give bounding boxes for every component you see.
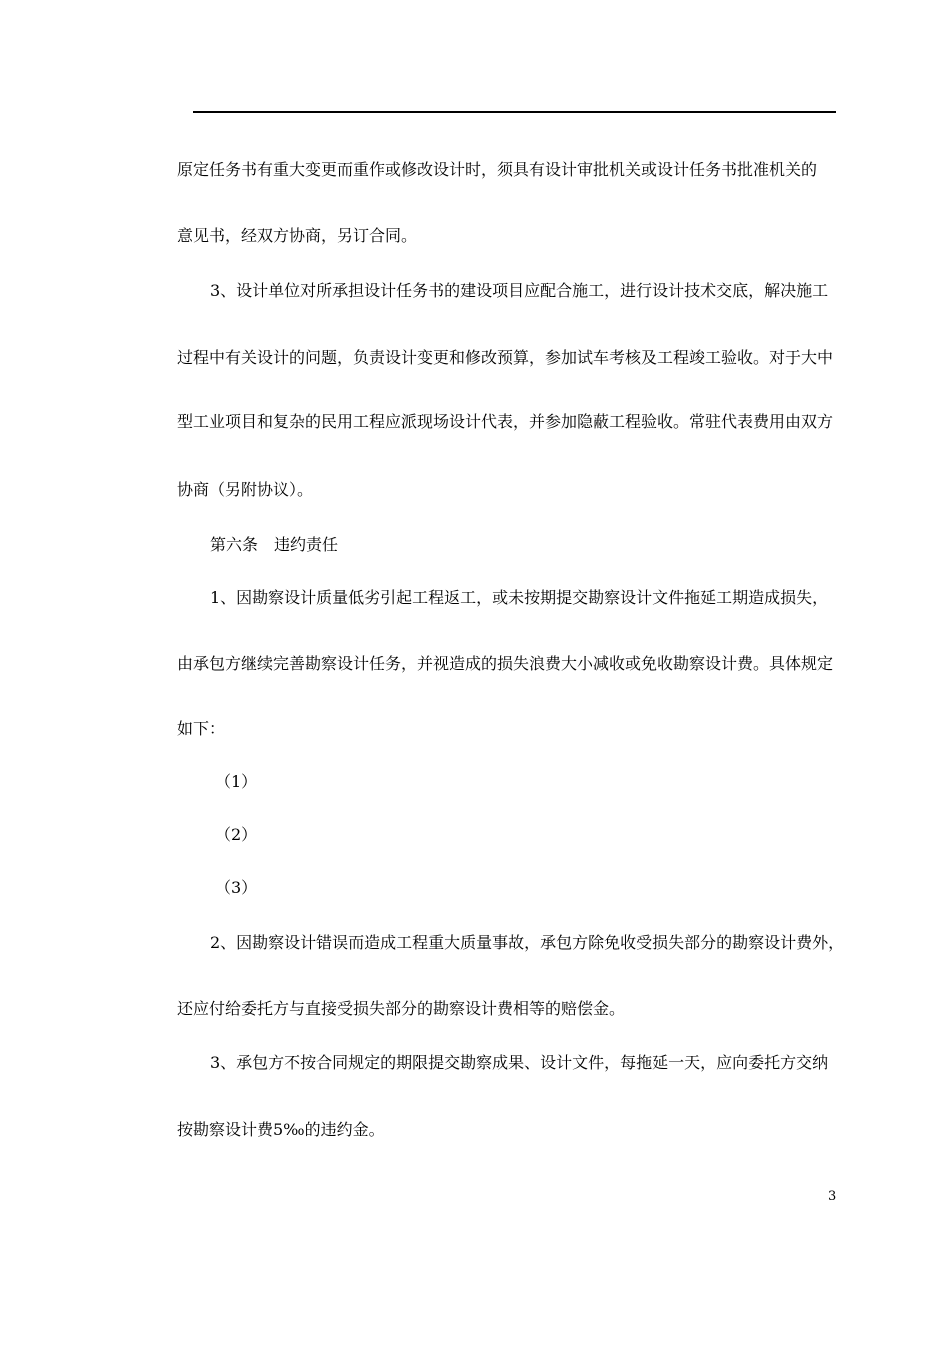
- paragraph-line: 型工业项目和复杂的民用工程应派现场设计代表，并参加隐蔽工程验收。常驻代表费用由双方: [177, 412, 834, 431]
- paragraph-line: 由承包方继续完善勘察设计任务，并视造成的损失浪费大小减收或免收勘察设计费。具体规定: [177, 654, 834, 673]
- section-heading: 第六条 违约责任: [210, 535, 339, 554]
- header-rule: [193, 111, 836, 113]
- paragraph-line: 意见书，经双方协商，另订合同。: [177, 226, 418, 245]
- list-item: （3）: [215, 878, 258, 897]
- paragraph-line: 3、承包方不按合同规定的期限提交勘察成果、设计文件，每拖延一天，应向委托方交纳: [210, 1053, 829, 1072]
- paragraph-line: 2、因勘察设计错误而造成工程重大质量事故，承包方除免收受损失部分的勘察设计费外，: [210, 933, 845, 952]
- paragraph-line: 按勘察设计费5‰的违约金。: [177, 1120, 385, 1139]
- list-item: （2）: [215, 825, 258, 844]
- paragraph-line: 3、设计单位对所承担设计任务书的建设项目应配合施工，进行设计技术交底，解决施工: [210, 281, 829, 300]
- paragraph-line: 1、因勘察设计质量低劣引起工程返工，或未按期提交勘察设计文件拖延工期造成损失，: [210, 588, 829, 607]
- paragraph-line: 如下：: [177, 719, 226, 738]
- list-item: （1）: [215, 772, 258, 791]
- paragraph-line: 原定任务书有重大变更而重作或修改设计时，须具有设计审批机关或设计任务书批准机关的: [177, 160, 818, 179]
- paragraph-line: 还应付给委托方与直接受损失部分的勘察设计费相等的赔偿金。: [177, 999, 626, 1018]
- paragraph-line: 过程中有关设计的问题，负责设计变更和修改预算，参加试车考核及工程竣工验收。对于大中: [177, 348, 834, 367]
- page-number: 3: [828, 1189, 837, 1204]
- paragraph-line: 协商（另附协议）。: [177, 480, 314, 499]
